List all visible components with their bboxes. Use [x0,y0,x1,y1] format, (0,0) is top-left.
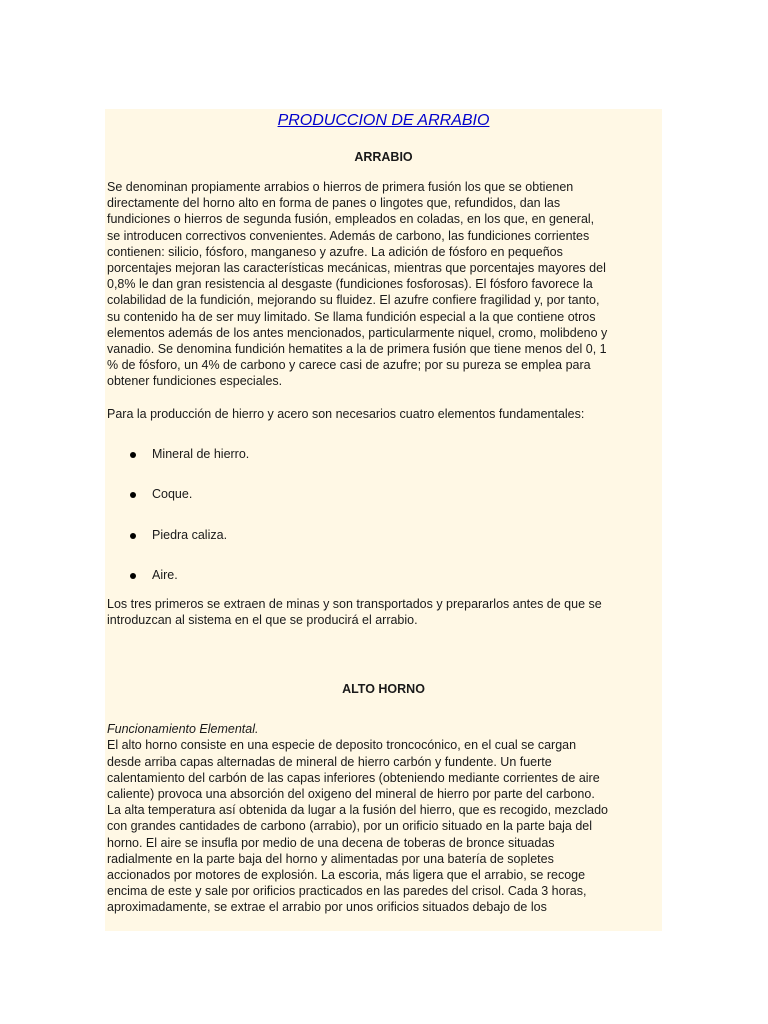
list-item-label: Coque. [152,487,193,502]
list-item-label: Piedra caliza. [152,527,228,542]
section-heading-alto-horno: ALTO HORNO [342,682,425,697]
list-item-label: Aire. [152,568,178,583]
list-item [127,465,662,506]
paragraph-arrabio-definition: Se denominan propiamente arrabios o hierros de primera fusión los que se obtienen directamente del horno alto en forma de panes o lingotes que, refundidos, dan las fundiciones o hierros de segunda fusión, empleados en coladas, en los que, en general, se introducen correctivos convenientes. Además de carbono, las fundiciones corrientes contienen: silicio, fósforo, manganeso y azufre. La adición de fósforo en pequeños porcentajes mejoran las características mecánicas, mientras que porcentajes mayores del 0,8% le dan gran resistencia al desgaste (fundiciones fosforosas). El fósforo favorece la colabilidad de la fundición, mejorando su fluidez. El azufre confiere fragilidad y, por tanto, su contenido ha de ser muy limitado. Se llama fundición especial a la que contiene otros elementos además de los antes mencionados, particularmente niquel, cromo, molibdeno y vanadio. Se denomina fundición hematites a la de primera fusión que tiene menos del 0, 1 % de fósforo, un 4% de carbono y carece casi de azufre; por su pureza se emplea para obtener fundiciones especiales. [107,180,608,389]
section-heading-arrabio: ARRABIO [354,150,413,164]
bullet-icon [130,492,136,498]
elements-list [105,425,662,587]
bullet-list [127,425,662,587]
paragraph-extraction: Los tres primeros se extraen de minas y son transportados y prepararlos antes de que se introduzcan al sistema en el que se producirá el arrabio. [107,596,602,628]
document-page [105,109,662,931]
bullet-icon [130,573,136,579]
bullet-icon [130,452,136,458]
list-item [127,506,662,547]
list-item [127,546,662,587]
list-item [127,425,662,466]
section-subtitle: Funcionamiento Elemental. [107,722,259,737]
paragraph-alto-horno: El alto horno consiste en una especie de deposito troncocónico, en el cual se cargan desde arriba capas alternadas de mineral de hierro carbón y fundente. Un fuerte calentamiento del carbón de las capas inferiores (obteniendo mediante corrientes de aire caliente) provoca una absorción del oxigeno del mineral de hierro por parte del carbono. La alta temperatura así obtenida da lugar a la fusión del hierro, que es recogido, mezclado con grandes cantidades de carbono (arrabio), por un orificio situado en la parte baja del horno. El aire se insufla por medio de una decena de toberas de bronce situadas radialmente en la parte baja del horno y alimentadas por una batería de sopletes accionados por motores de explosión. La escoria, más ligera que el arrabio, se recoge encima de este y sale por orificios practicados en las paredes del crisol. Cada 3 horas, aproximadamente, se extrae el arrabio por unos orificios situados debajo de los [107,738,609,915]
document-title-link[interactable]: PRODUCCION DE ARRABIO [277,112,490,129]
bullet-icon [130,533,136,539]
paragraph-elements-intro: Para la producción de hierro y acero son necesarios cuatro elementos fundamentales: [107,406,585,421]
list-item-label: Mineral de hierro. [152,446,250,461]
